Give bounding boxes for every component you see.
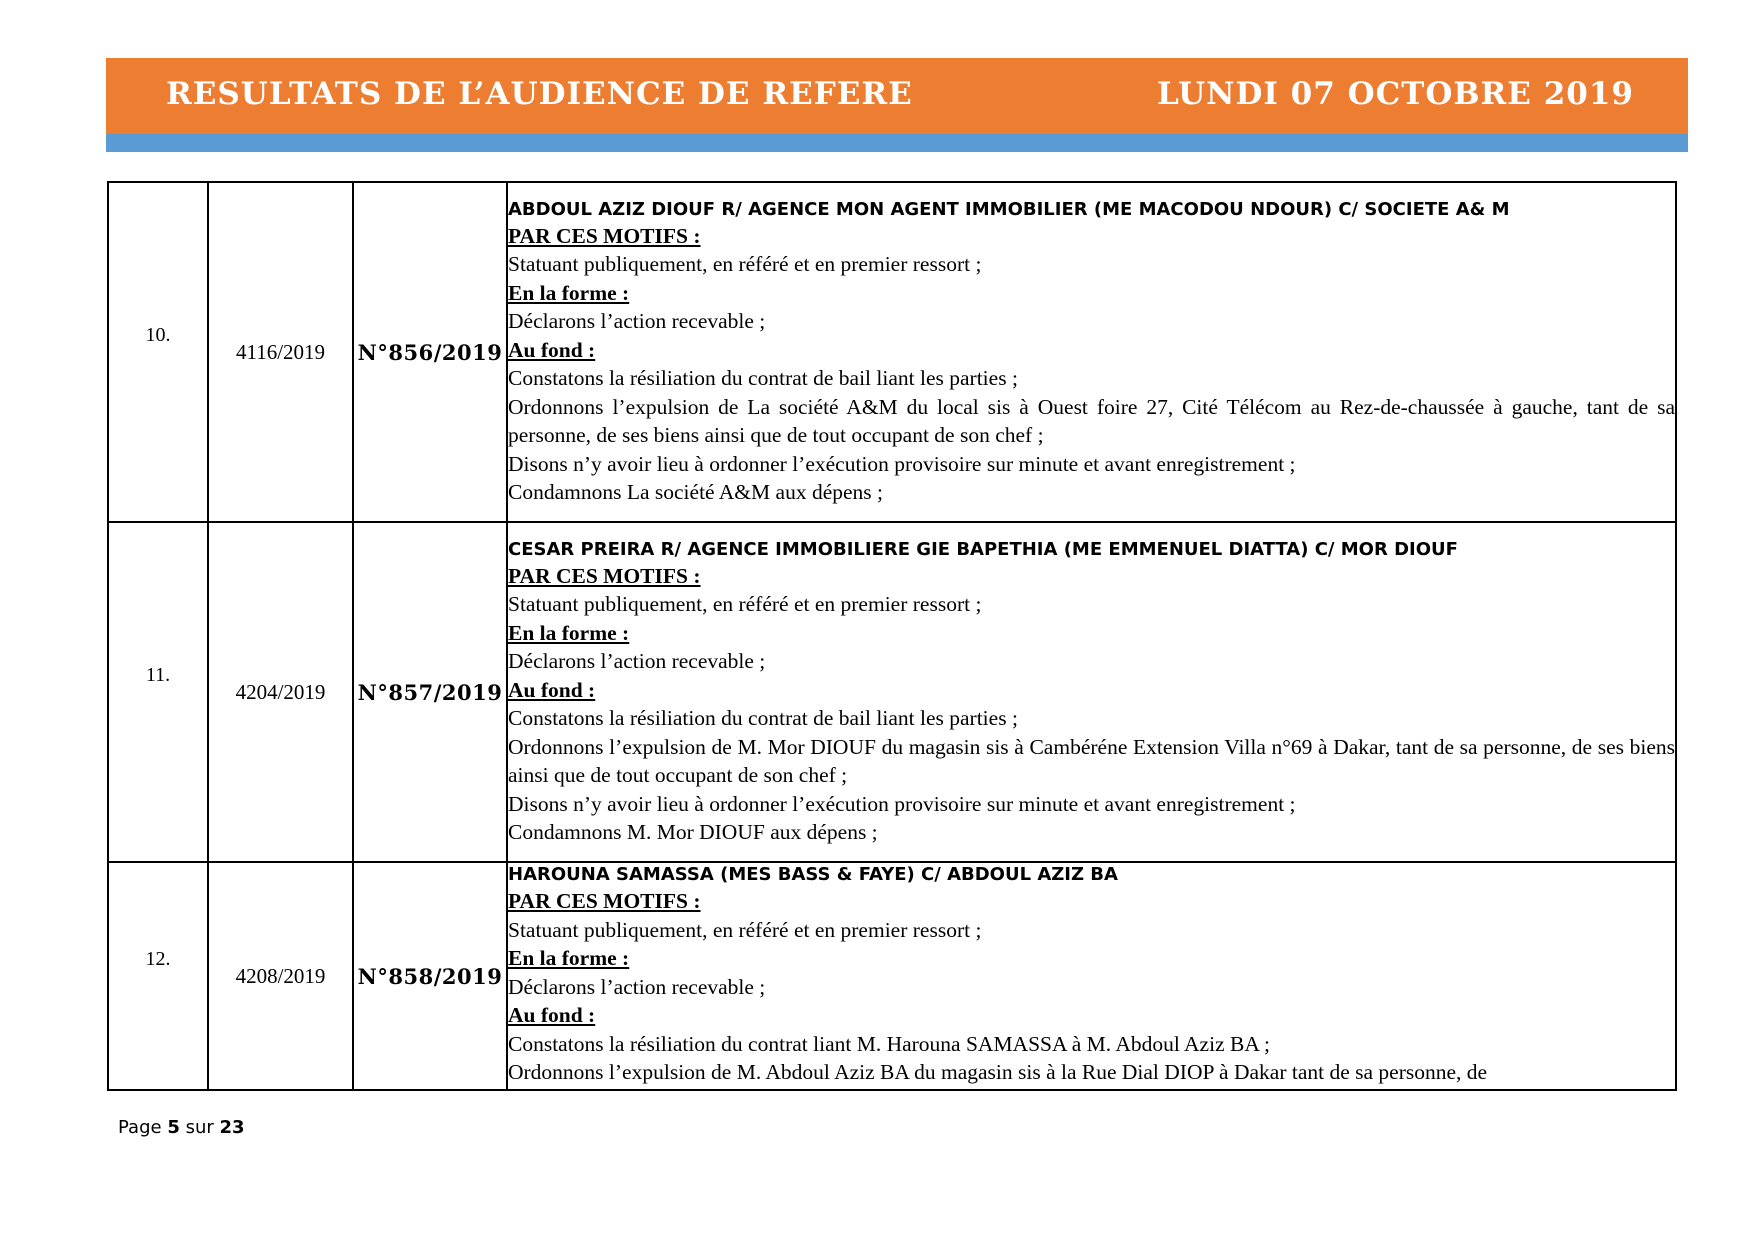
recevable-text: Déclarons l’action recevable ; — [508, 309, 766, 333]
ordonnance-number: N°856/2019 — [353, 182, 507, 522]
table-row — [108, 522, 1676, 862]
case-number-cell — [108, 182, 208, 522]
fond-heading: Au fond : — [508, 1003, 596, 1028]
constatons-text: Constatons la résiliation du contrat liant M. Harouna SAMASSA à M. Abdoul Aziz BA ; — [508, 1031, 1271, 1056]
motifs-heading: PAR CES MOTIFS : — [508, 889, 701, 914]
page-label: Page — [118, 1117, 162, 1138]
recevable-text: Déclarons l’action recevable ; — [508, 649, 766, 673]
parties-title: HAROUNA SAMASSA (MES BASS & FAYE) C/ ABDOUL AZIZ BA — [508, 864, 1118, 886]
motifs-heading: PAR CES MOTIFS : — [508, 223, 701, 248]
case-number: 12. — [145, 948, 171, 970]
table-row — [108, 182, 1676, 522]
case-number-cell — [108, 862, 208, 1090]
recevable-text: Déclarons l’action recevable ; — [508, 974, 766, 999]
parties-title: ABDOUL AZIZ DIOUF R/ AGENCE MON AGENT IMMOBILIER (ME MACODOU NDOUR) C/ SOCIETE A& M — [508, 198, 1510, 220]
decision-cell — [507, 522, 1676, 862]
ordonnance-number: N°857/2019 — [353, 522, 507, 862]
page-separator: sur — [185, 1117, 214, 1138]
constatons-text: Constatons la résiliation du contrat de bail liant les parties ; — [508, 706, 1018, 730]
page-title: RESULTATS DE L’AUDIENCE DE REFERE — [166, 76, 913, 112]
rg-number: 4116/2019 — [208, 182, 353, 522]
case-number-cell — [108, 522, 208, 862]
forme-heading: En la forme : — [508, 946, 630, 971]
hearing-date: LUNDI 07 OCTOBRE 2019 — [1157, 76, 1634, 112]
ordonnons-text: Ordonnons l’expulsion de M. Abdoul Aziz BA du magasin sis à la Rue Dial DIOP à Dakar tant de sa personne, de — [508, 1060, 1488, 1085]
forme-heading: En la forme : — [508, 280, 630, 305]
case-number: 11. — [145, 664, 171, 686]
ordonnons-text: Ordonnons l’expulsion de La société A&M du local sis à Ouest foire 27, Cité Télécom au Rez-de-chaussée à gauche, tant de sa personne, de ses biens ainsi que de tout occupant de son chef ; — [508, 394, 1675, 447]
ordonnance-number: N°858/2019 — [353, 862, 507, 1090]
total-pages: 23 — [219, 1117, 245, 1138]
parties-title: CESAR PREIRA R/ AGENCE IMMOBILIERE GIE BAPETHIA (ME EMMENUEL DIATTA) C/ MOR DIOUF — [508, 538, 1458, 560]
statuant-text: Statuant publiquement, en référé et en premier ressort ; — [508, 252, 982, 276]
constatons-text: Constatons la résiliation du contrat de bail liant les parties ; — [508, 366, 1018, 390]
decision-cell — [507, 182, 1676, 522]
table-row — [108, 862, 1676, 1090]
disons-text: Disons n’y avoir lieu à ordonner l’exécution provisoire sur minute et avant enregistrement ; — [508, 791, 1296, 816]
statuant-text: Statuant publiquement, en référé et en premier ressort ; — [508, 592, 982, 616]
statuant-text: Statuant publiquement, en référé et en premier ressort ; — [508, 917, 982, 942]
current-page: 5 — [167, 1117, 180, 1138]
case-number: 10. — [145, 324, 171, 346]
rg-number: 4204/2019 — [208, 522, 353, 862]
page-footer — [118, 1117, 245, 1138]
rg-number: 4208/2019 — [208, 862, 353, 1090]
ordonnons-text: Ordonnons l’expulsion de M. Mor DIOUF du magasin sis à Cambéréne Extension Villa n°69 à Dakar, tant de sa personne, de ses biens ainsi que de tout occupant de son chef ; — [508, 734, 1675, 787]
fond-heading: Au fond : — [508, 337, 596, 362]
decision-cell — [507, 862, 1676, 1090]
cases-table — [107, 181, 1677, 1091]
condamnons-text: Condamnons La société A&M aux dépens ; — [508, 480, 883, 504]
disons-text: Disons n’y avoir lieu à ordonner l’exécution provisoire sur minute et avant enregistrement ; — [508, 451, 1296, 476]
condamnons-text: Condamnons M. Mor DIOUF aux dépens ; — [508, 820, 878, 844]
header-stripe — [106, 134, 1688, 152]
fond-heading: Au fond : — [508, 677, 596, 702]
motifs-heading: PAR CES MOTIFS : — [508, 563, 701, 588]
forme-heading: En la forme : — [508, 620, 630, 645]
